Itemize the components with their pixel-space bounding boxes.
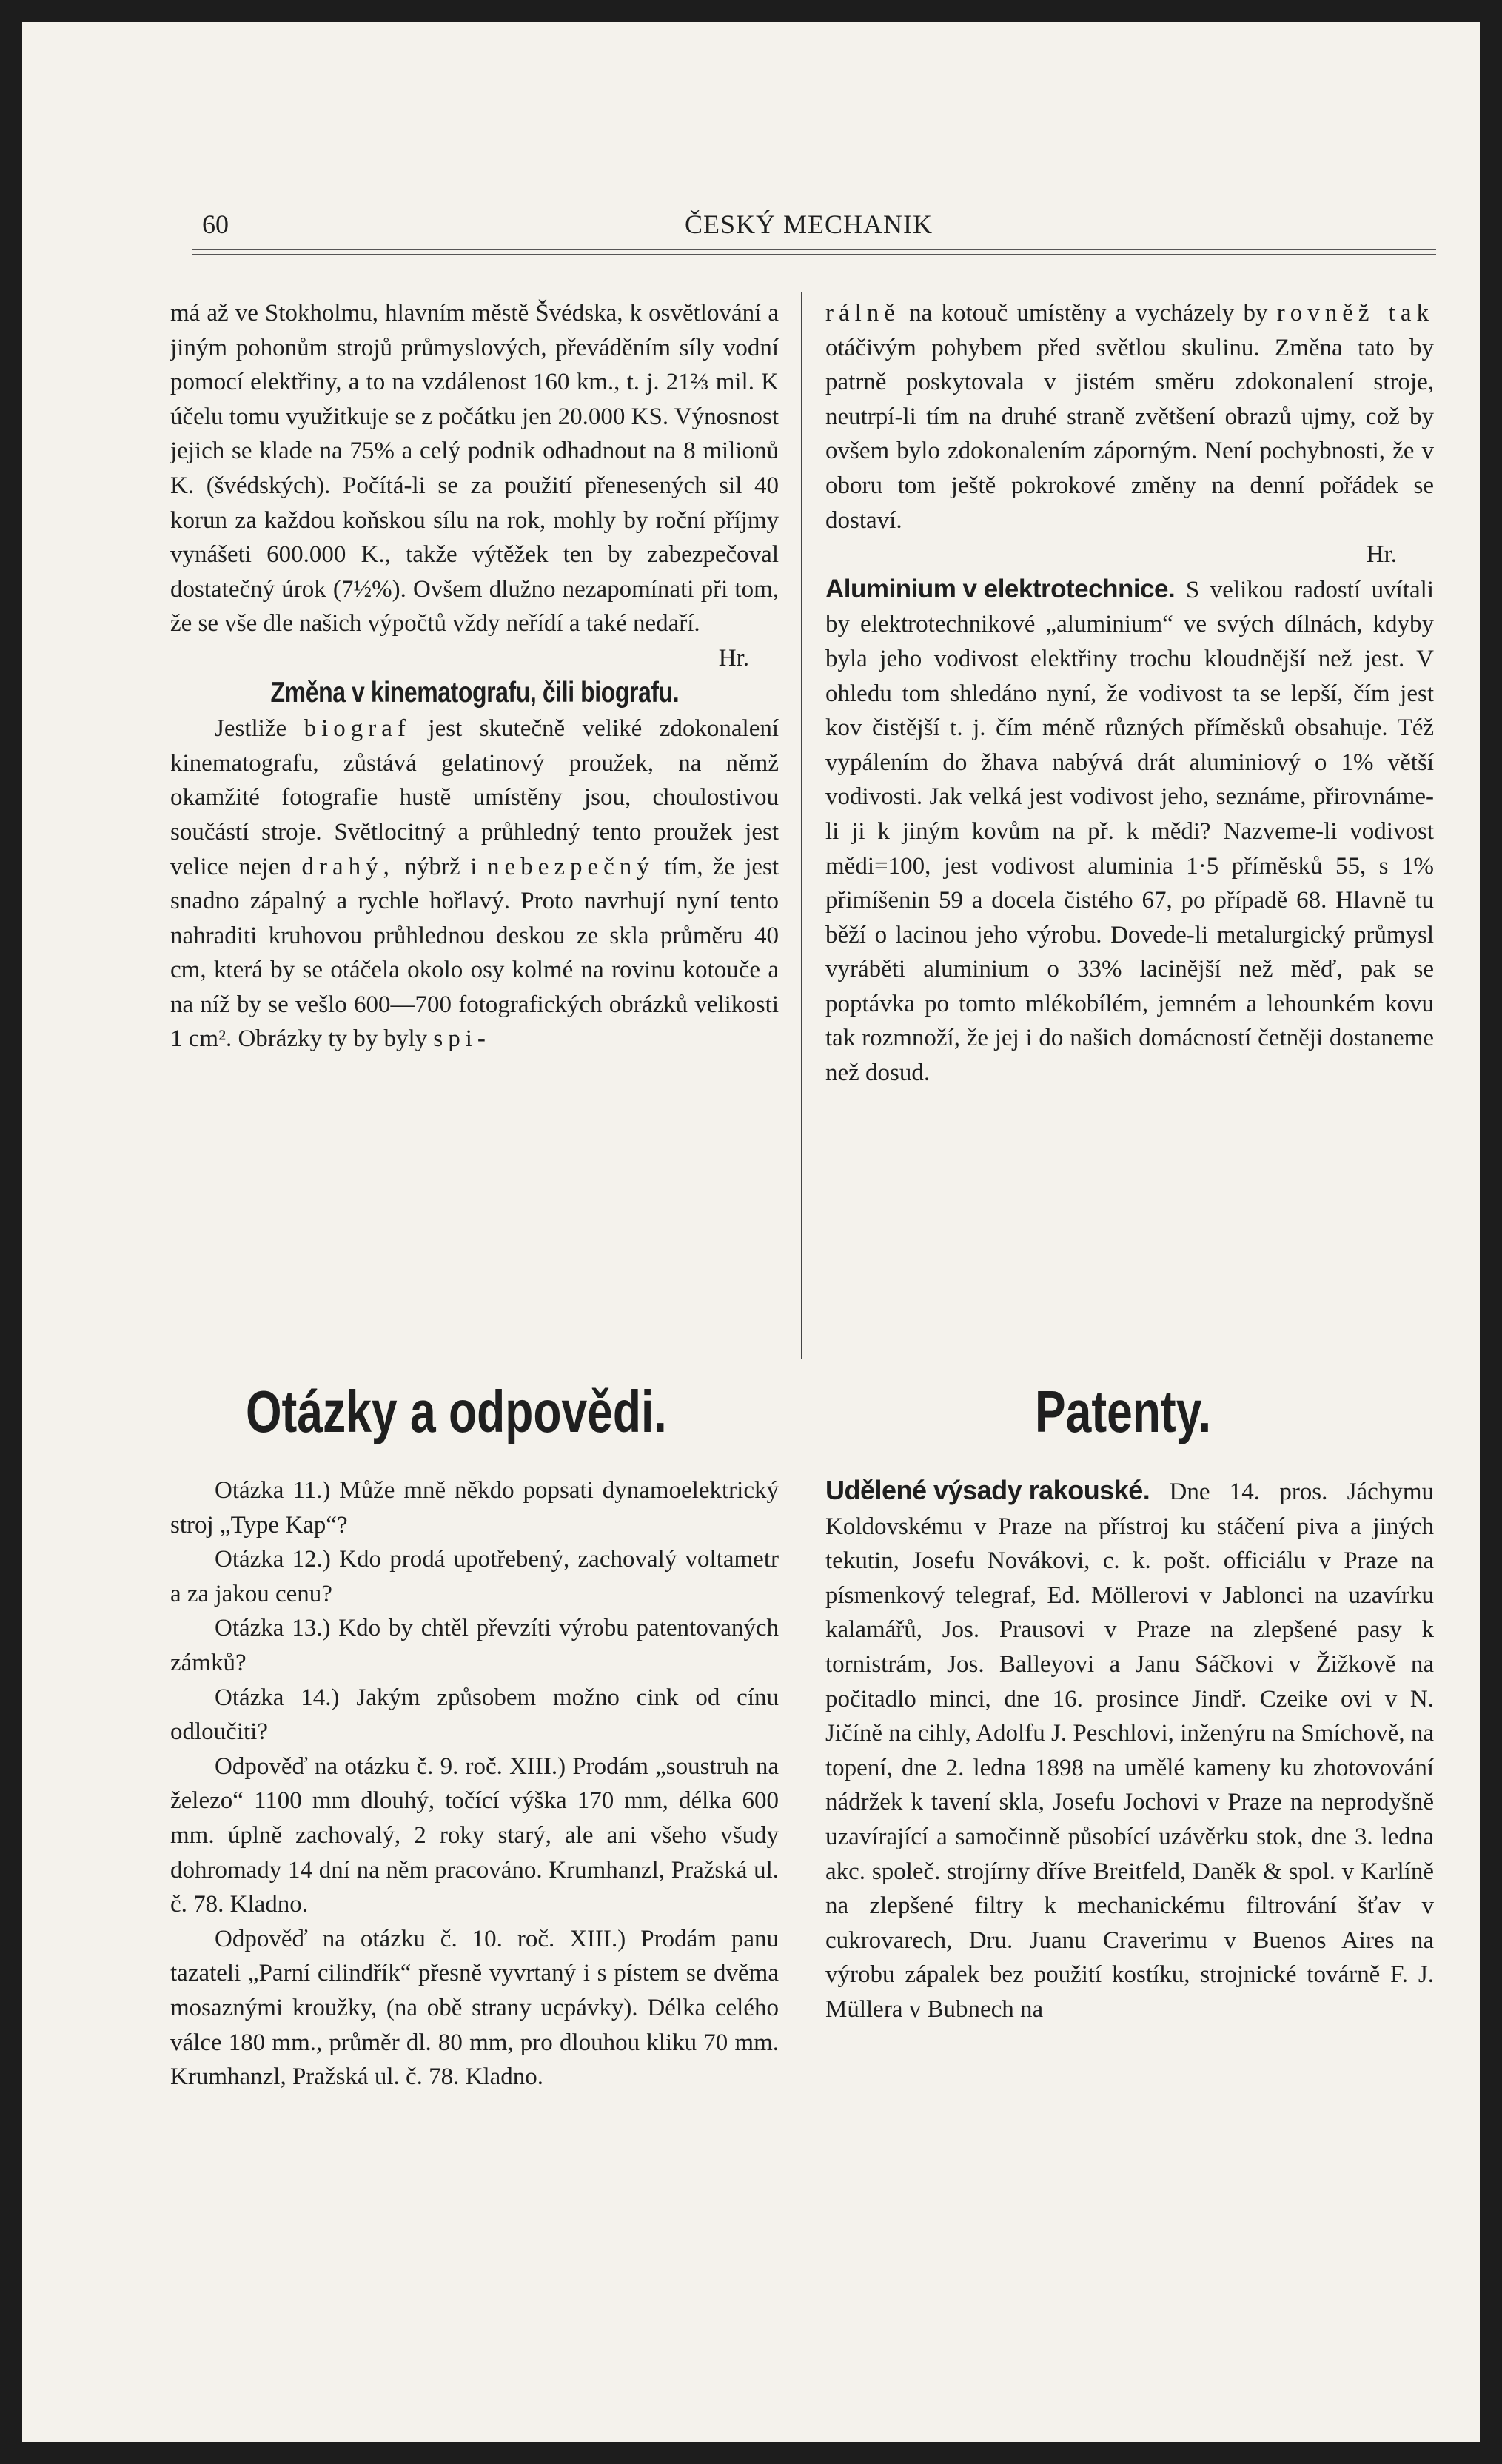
- text-run: otáčivým pohybem před světlou skulinu. Změna tato by patrně poskytovala v jistém směru zdokonalení stroje, neutrpí-li tím na druhé straně zvětšení obrazů ujmy, což by ovšem bylo zdokonalením záporným. Není pochybnosti, že v oboru tom ještě pokrokové změny na denní pořádek se dostaví.: [825, 334, 1434, 534]
- page: [22, 22, 1480, 2442]
- section-heading: Změna v kinematografu, čili biografu.: [270, 676, 679, 709]
- column-2: [825, 296, 1434, 1091]
- questions-heading: Otázky a odpovědi.: [246, 1379, 667, 1444]
- header-rule-top: [192, 249, 1436, 250]
- question-14: Otázka 14.) Jakým způsobem možno cink od cínu odloučiti?: [170, 1684, 779, 1746]
- article-paragraph: [170, 712, 779, 1057]
- spaced-text: rovněž tak: [1276, 300, 1434, 327]
- column-divider: [801, 292, 802, 1359]
- section-heading-wrap: [170, 676, 779, 712]
- article-signature: Hr.: [718, 644, 749, 672]
- section-heading: Aluminium v elektrotechnice.: [825, 574, 1176, 603]
- text-run: jest skutečně veliké zdokonalení kinematografu, zůstává gelatinový proužek, na němž okamžité fotografie hustě umístěny jsou, choulostivou součástí stroje. Světlocitný a průhledný tento proužek jest velice nejen: [170, 715, 780, 880]
- section-heading: Udělené výsady rakouské.: [825, 1475, 1150, 1505]
- text-run: na kotouč umístěny a vycházely by: [909, 300, 1268, 327]
- patents-column: [825, 1473, 1434, 2027]
- text-run: Dne 14. pros. Jáchymu Koldovskému v Praze na přístroj ku stáčení piva a jiných tekutin, Josefu Novákovi, c. k. pošt. officiálu v Praze na písmenkový telegraf, Ed. Möllerovi v Jablonci na uzavírku kalamářů, Jos. Prausovi v Praze na zlepšené pasy k tornistrám, Jos. Balleyovi a Janu Sáčkovi v Žižkově na počitadlo minci, dne 16. prosince Jindř. Czeike ovi v N. Jičíně na cihly, Adolfu J. Peschlovi, inženýru na Smíchově, na topení, dne 2. ledna 1898 na umělé kameny ku zhotovování nádržek k tavení skla, Josefu Jochovi v Praze na neprodyšně uzavírající a samočinně působící uzávěrku stok, dne 3. ledna akc. společ. strojírny dříve Breitfeld, Daněk & spol. v Karlíně na zlepšené filtry k mechanickému filtrování šťav v cukrovarech, Dru. Juanu Craverimu v Buenos Aires na výrobu zápalek bez použití kostíku, strojnické továrně F. J. Müllera v Bubnech na: [825, 1479, 1434, 2023]
- page-header: [181, 209, 1436, 253]
- spaced-text: biograf: [304, 715, 411, 743]
- header-rule-bottom: [192, 254, 1436, 255]
- journal-title: ČESKÝ MECHANIK: [684, 210, 933, 239]
- article-paragraph: [825, 572, 1434, 1091]
- column-1: [170, 296, 779, 1057]
- text-run: S velikou radostí uvítali by elektrotechnikové „aluminium“ ve svých dílnách, kdyby byla jeho vodivost elektřiny trochu kloudnější než jest. V ohledu tom shledáno nyní, že vodivost ta se lepší, čím jest kov čistější t. j. čím méně různých příměsků obsahuje. Též vypálením do žhava nabývá drát aluminiový o 1% větší vodivosti. Jak velká jest vodivost jeho, seznáme, přirovnáme-li ji k jiným kovům na př. k mědi? Nazveme-li vodivost mědi=100, jest vodivost aluminia 1·5 příměsků 55, s 1% přimíšenin 59 a docela čistého 67, po případě 68. Hlavně tu běží o lacinou jeho výrobu. Dovede-li metalurgický průmysl vyráběti aluminium o 33% lacinější než měď, pak se poptávka po tomto mlékobílém, jemném a lehounkém kovu tak rozmnoží, že jej i do našich domácností četněji dostaneme než dosud.: [825, 576, 1435, 1087]
- article-signature: Hr.: [1366, 541, 1397, 569]
- text-run: tím, že jest snadno zápalný a rychle hořlavý. Proto navrhují nyní tento nahraditi kruhovou průhlednou deskou ze skla průměru 40 cm, která by se otáčela okolo osy kolmé na rovinu kotouče a na níž by se vešlo 600—700 fotografických obrázků velikosti 1 cm². Obrázky ty by byly: [170, 853, 780, 1053]
- patents-paragraph: [825, 1473, 1434, 2027]
- patents-heading: Patenty.: [1035, 1379, 1212, 1444]
- spaced-text: nebezpečný: [487, 853, 654, 880]
- question-11: Otázka 11.) Může mně někdo popsati dynamoelektrický stroj „Type Kap“?: [170, 1477, 779, 1539]
- article-paragraph: má až ve Stokholmu, hlavním městě Švédska, k osvětlování a jiným pohonům strojů průmyslových, převáděním síly vodní pomocí elektřiny, a to na vzdálenost 160 km., t. j. 21⅔ mil. K účelu tomu využitkuje se z počátku jen 20.000 KS. Výnosnost jejich se klade na 75% a celý podnik odhadnout na 8 milionů K. (švédských). Počítá-li se za použití přenesených sil 40 korun za každou koňskou sílu na rok, mohly by roční příjmy vynášeti 600.000 K., takže výtěžek ten by zabezpečoval dostatečný úrok (7½%). Ovšem dlužno nezapomínati při tom, že se vše dle našich výpočtů vždy neřídí a také nedaří.: [170, 300, 779, 637]
- question-13: Otázka 13.) Kdo by chtěl převzíti výrobu patentovaných zámků?: [170, 1615, 779, 1676]
- text-run: nýbrž i: [404, 853, 477, 880]
- article-paragraph: [825, 296, 1434, 538]
- spaced-text: drahý,: [301, 853, 395, 880]
- questions-column: [170, 1473, 779, 2095]
- answer-10: Odpověď na otázku č. 10. roč. XIII.) Prodám panu tazateli „Parní cilindřík“ přesně vyvrtaný i s pístem se dvěma mosaznými kroužky, (na obě strany ucpávky). Délka celého válce 180 mm., průměr dl. 80 mm, pro dlouhou kliku 70 mm. Krumhanzl, Pražská ul. č. 78. Kladno.: [170, 1925, 779, 2091]
- answer-9: Odpověď na otázku č. 9. roč. XIII.) Prodám „soustruh na železo“ 1100 mm dlouhý, točící výška 170 mm, délka 600 mm. úplně zachovalý, 2 roky starý, ale ani všeho všudy dohromady 14 dní na něm pracováno. Krumhanzl, Pražská ul. č. 78. Kladno.: [170, 1752, 779, 1918]
- spaced-text: rálně: [825, 300, 900, 327]
- question-12: Otázka 12.) Kdo prodá upotřebený, zachovalý voltametr a za jakou cenu?: [170, 1546, 779, 1607]
- page-number: 60: [202, 210, 229, 239]
- text-run: Jestliže: [215, 715, 287, 743]
- spaced-text: spi-: [433, 1025, 491, 1053]
